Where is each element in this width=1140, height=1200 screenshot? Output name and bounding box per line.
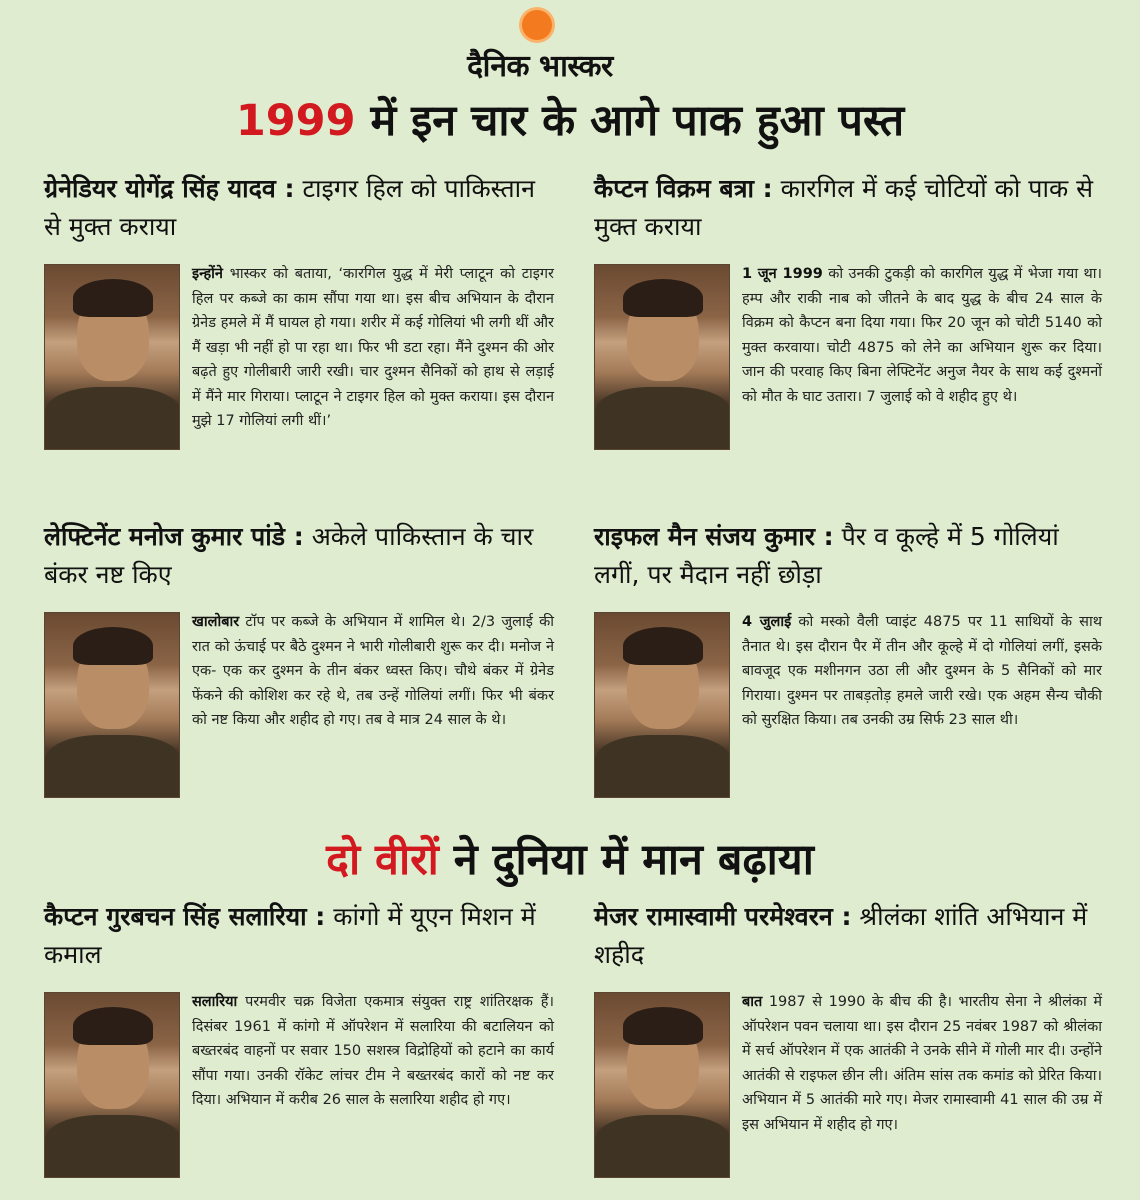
story-title <box>594 518 1102 594</box>
headline-highlight: दो वीरों <box>326 835 439 885</box>
story-subtitle: टाइगर हिल को पाकिस्तान से मुक्त कराया <box>44 174 535 241</box>
story-lead: सलारिया <box>192 994 238 1010</box>
story-lead: 1 जून 1999 <box>742 266 823 282</box>
story-title <box>594 170 1102 246</box>
story-subtitle: श्रीलंका शांति अभियान में शहीद <box>594 902 1088 969</box>
soldier-photo <box>594 992 730 1178</box>
story-body <box>44 262 554 434</box>
soldier-photo <box>44 612 180 798</box>
story-name: राइफल मैन संजय कुमार : <box>594 522 834 551</box>
story-text: को उनकी टुकड़ी को कारगिल युद्ध में भेजा गया था। हम्प और राकी नाब को जीतने के बाद युद्ध के बीच 24 साल के विक्रम को कैप्टन बना दिया गया। फिर 20 जून को चोटी 5140 को मुक्त करवाया। चोटी 4875 को लेने का अभियान शुरू कर दिया। जान की परवाह किए बिना लेफ्टिनेंट अनुज नैयर के साथ कई दुश्मनों को मौत के घाट उतारा। 7 जुलाई को वे शहीद हुए थे। <box>742 266 1102 405</box>
story-subtitle: अकेले पाकिस्तान के चार बंकर नष्ट किए <box>44 522 534 589</box>
story-lead: इन्होंने <box>192 266 223 282</box>
story-yogendra-yadav <box>44 170 554 454</box>
story-subtitle: कांगो में यूएन मिशन में कमाल <box>44 902 536 969</box>
story-ramaswamy-parameswaran <box>594 898 1102 1182</box>
story-vikram-batra <box>594 170 1102 454</box>
story-subtitle: कारगिल में कई चोटियों को पाक से मुक्त कराया <box>594 174 1093 241</box>
story-body <box>594 990 1102 1137</box>
story-title <box>44 170 554 246</box>
headline-text: ने दुनिया में मान बढ़ाया <box>438 835 814 885</box>
story-subtitle: पैर व कूल्हे में 5 गोलियां लगीं, पर मैदान नहीं छोड़ा <box>594 522 1059 589</box>
story-lead: बात <box>742 994 763 1010</box>
story-gurbachan-salaria <box>44 898 554 1182</box>
soldier-photo <box>594 612 730 798</box>
story-text: भास्कर को बताया, ‘कारगिल युद्ध में मेरी प्लाटून को टाइगर हिल पर कब्जे का काम सौंपा गया था। इस बीच अभियान के दौरान ग्रेनेड हमले में मैं घायल हो गया। शरीर में कई गोलियां भी लगी थीं और मैं खड़ा भी नहीं हो पा रहा था। फिर भी डटा रहा। मैंने दुश्मन की ओर बढ़ते हुए गोलीबारी जारी रखी। चार दुश्मन सैनिकों को हाथ से लड़ाई में मैंने मार गिराया। प्लाटून ने टाइगर हिल को मुक्त कराया। इस दौरान मुझे 17 गोलियां लगी थीं।’ <box>192 266 554 429</box>
story-name: कैप्टन विक्रम बत्रा : <box>594 174 773 203</box>
story-text: टॉप पर कब्जे के अभियान में शामिल थे। 2/3 जुलाई की रात को ऊंचाई पर बैठे दुश्मन ने भारी गोलीबारी शुरू कर दी। मनोज ने एक- एक कर दुश्मन के तीन बंकर ध्वस्त किए। चौथे बंकर में ग्रेनेड फेंकने की कोशिश कर रहे थे, तब उन्हें गोलियां लगीं। फिर भी बंकर को नष्ट किया और शहीद हो गए। तब वे मात्र 24 साल के थे। <box>192 614 554 728</box>
story-title <box>44 898 554 974</box>
story-title <box>44 518 554 594</box>
masthead <box>0 4 1140 86</box>
story-text: को मस्को वैली प्वाइंट 4875 पर 11 साथियों के साथ तैनात थे। इस दौरान पैर में तीन और कूल्हे में दो गोलियां लगीं, इसके बावजूद एक मशीनगन उठा ली और दुश्मन के 5 सैनिकों को मार गिराया। दुश्मन पर ताबड़तोड़ हमले जारी रखे। एक अहम सैन्य चौकी को सुरक्षित किया। तब उनकी उम्र सिर्फ 23 साल थी। <box>742 614 1102 728</box>
story-text: 1987 से 1990 के बीच की है। भारतीय सेना ने श्रीलंका में ऑपरेशन पवन चलाया था। इस दौरान 25 नवंबर 1987 को श्रीलंका में सर्च ऑपरेशन में एक आतंकी ने उनके सीने में गोली मार दी। उन्होंने आतंकी से राइफल छीन ली। अंतिम सांस तक कमांड को प्रेरित किया। अभियान में 5 आतंकी मारे गए। मेजर रामास्वामी 41 साल की उम्र में इस अभियान में शहीद हो गए। <box>742 994 1102 1133</box>
sun-logo-icon <box>522 10 552 40</box>
story-title <box>594 898 1102 974</box>
story-body <box>44 610 554 733</box>
newspaper-logo: दैनिक भास्कर <box>467 49 613 84</box>
soldier-photo <box>44 264 180 450</box>
story-lead: 4 जुलाई <box>742 614 792 630</box>
story-name: ग्रेनेडियर योगेंद्र सिंह यादव : <box>44 174 295 203</box>
story-name: मेजर रामास्वामी परमेश्वरन : <box>594 902 852 931</box>
story-body <box>594 610 1102 733</box>
soldier-photo <box>44 992 180 1178</box>
story-manoj-pandey <box>44 518 554 802</box>
story-body <box>594 262 1102 409</box>
main-headline <box>0 92 1140 150</box>
story-sanjay-kumar <box>594 518 1102 802</box>
section-headline <box>0 830 1140 890</box>
headline-text: में इन चार के आगे पाक हुआ पस्त <box>355 96 905 146</box>
story-name: कैप्टन गुरबचन सिंह सलारिया : <box>44 902 326 931</box>
story-body <box>44 990 554 1113</box>
soldier-photo <box>594 264 730 450</box>
story-lead: खालोबार <box>192 614 240 630</box>
story-name: लेफ्टिनेंट मनोज कुमार पांडे : <box>44 522 304 551</box>
headline-year: 1999 <box>235 96 356 146</box>
story-text: परमवीर चक्र विजेता एकमात्र संयुक्त राष्ट्र शांतिरक्षक हैं। दिसंबर 1961 में कांगो में ऑपरेशन में सलारिया की बटालियन को बख्तरबंद वाहनों पर सवार 150 सशस्त्र विद्रोहियों को हटाने का कार्य सौंपा गया। उनकी रॉकेट लांचर टीम ने बख्तरबंद कारों को नष्ट कर दिया। अभियान में करीब 26 साल के सलारिया शहीद हो गए। <box>192 994 554 1108</box>
